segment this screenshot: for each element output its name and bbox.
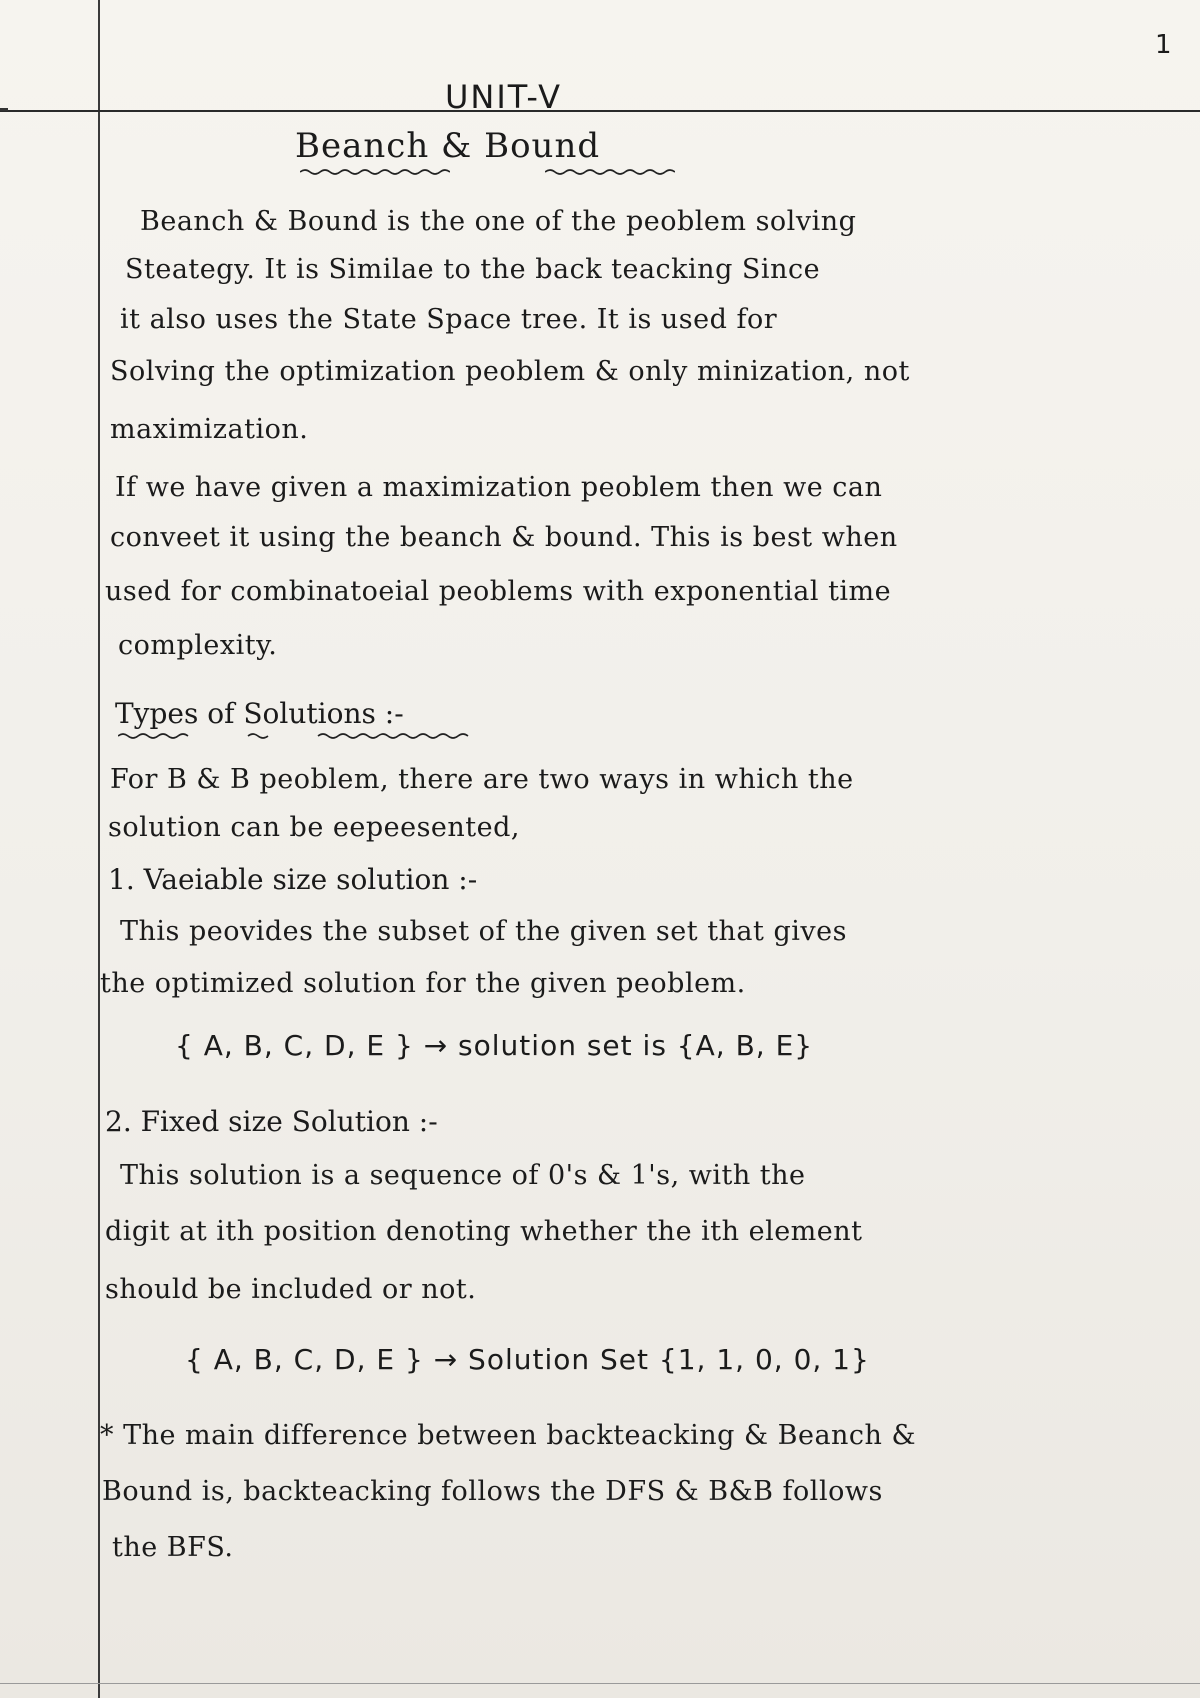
intro-line: Steategy. It is Similae to the back teacking Since: [125, 254, 821, 285]
types-underline: [118, 732, 473, 740]
types-line: For B & B peoblem, there are two ways in which the: [110, 764, 854, 795]
fixed-line: This solution is a sequence of 0's & 1's, with the: [120, 1160, 806, 1191]
types-line: solution can be eepeesented,: [108, 812, 520, 843]
variable-line: This peovides the subset of the given set that gives: [120, 916, 847, 947]
intro-line: Solving the optimization peoblem & only minization, not: [110, 356, 910, 387]
title-underline-2: [545, 168, 675, 176]
unit-title: UNIT-V: [445, 78, 562, 116]
margin-tick: [0, 108, 8, 111]
note-line: Bound is, backteacking follows the DFS & B&B follows: [102, 1476, 883, 1507]
para2-line: conveet it using the beanch & bound. This is best when: [110, 522, 898, 553]
intro-line: it also uses the State Space tree. It is used for: [120, 304, 778, 335]
note-line: * The main difference between backteacking & Beanch &: [100, 1420, 917, 1451]
bottom-rule: [0, 1683, 1200, 1684]
variable-heading: 1. Vaeiable size solution :-: [108, 863, 478, 896]
para2-line: complexity.: [118, 630, 278, 661]
page-number: 1: [1155, 30, 1172, 60]
title-underline-1: [300, 168, 450, 176]
note-line: the BFS.: [112, 1532, 234, 1563]
fixed-heading: 2. Fixed size Solution :-: [105, 1105, 438, 1138]
fixed-line: digit at ith position denoting whether the ith element: [105, 1216, 863, 1247]
intro-line: Beanch & Bound is the one of the peoblem solving: [140, 206, 857, 237]
types-heading: Types of Solutions :-: [115, 697, 404, 730]
fixed-example: { A, B, C, D, E } → Solution Set {1, 1, 0, 0, 1}: [185, 1343, 870, 1376]
para2-line: used for combinatoeial peoblems with exponential time: [105, 576, 892, 607]
fixed-line: should be included or not.: [105, 1274, 477, 1305]
intro-line: maximization.: [110, 414, 309, 445]
header-rule: [0, 110, 1200, 112]
variable-line: the optimized solution for the given peoblem.: [100, 968, 746, 999]
para2-line: If we have given a maximization peoblem then we can: [115, 472, 883, 503]
variable-example: { A, B, C, D, E } → solution set is {A, B, E}: [175, 1029, 814, 1062]
main-title: Beanch & Bound: [295, 126, 601, 166]
